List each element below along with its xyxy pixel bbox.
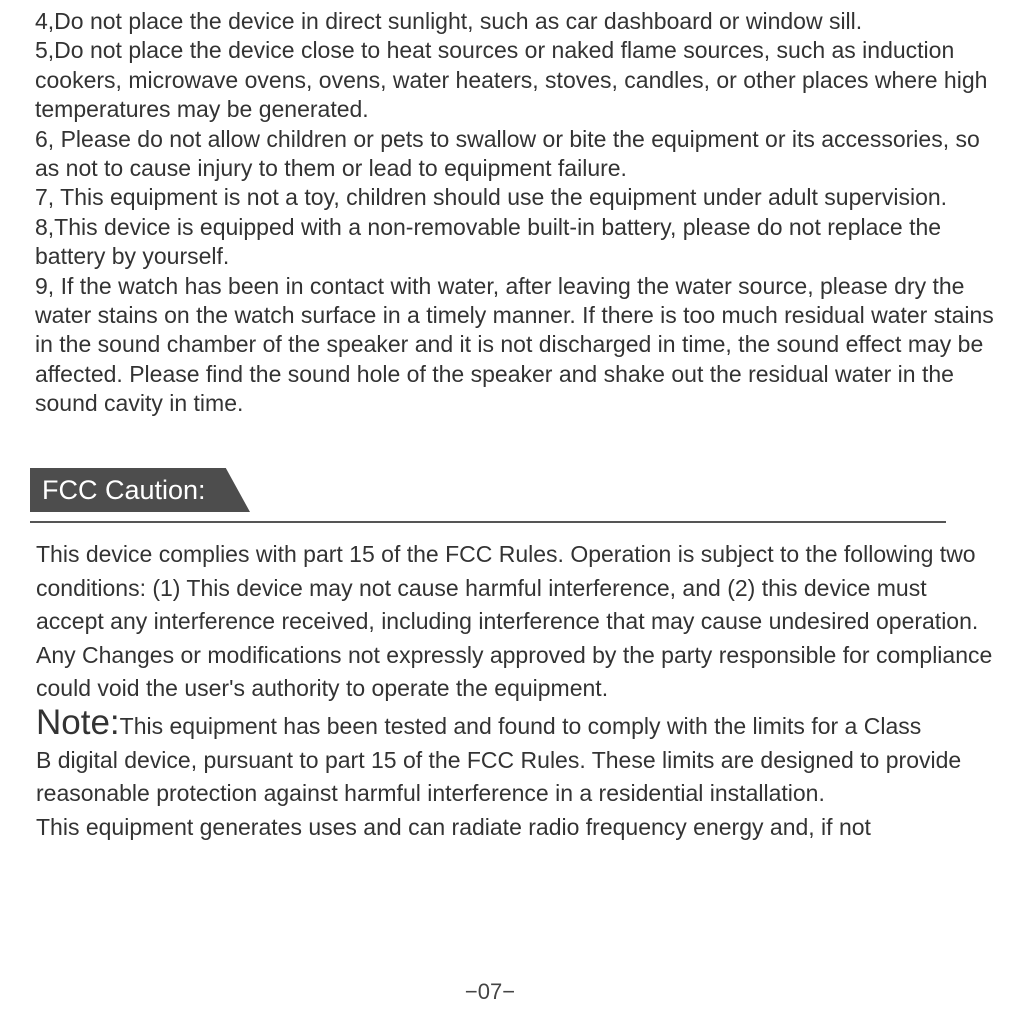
safety-item-7: 7, This equipment is not a toy, children should use the equipment under adult supervision. xyxy=(35,184,948,211)
section-divider xyxy=(30,521,946,523)
fcc-class-b-paragraph: B digital device, pursuant to part 15 of the FCC Rules. These limits are designed to provide reasonable protection against harmful interference in a residential installation. xyxy=(36,746,962,807)
fcc-statement xyxy=(36,538,996,844)
fcc-changes-paragraph: Any Changes or modifications not expressly approved by the party responsible for compliance could void the user's authority to operate the equipment. xyxy=(36,641,993,702)
safety-item-4: 4,Do not place the device in direct sunlight, such as car dashboard or window sill. xyxy=(35,8,863,34)
safety-item-6: 6, Please do not allow children or pets to swallow or bite the equipment or its accessories, so as not to cause injury to them or lead to equipment failure. xyxy=(35,125,980,182)
note-label: Note: xyxy=(36,702,120,742)
safety-item-9: 9, If the watch has been in contact with water, after leaving the water source, please dry the water stains on the watch surface in a timely manner. If there is too much residual water stains in the sound chamber of the speaker and it is not discharged in time, the sound effect may be affected. Please find the sound hole of the speaker and shake out the residual water in the sound cavity in time. xyxy=(35,272,994,417)
fcc-caution-heading xyxy=(30,468,250,512)
heading-label: FCC Caution: xyxy=(42,475,206,505)
page-number: −07− xyxy=(464,979,516,1004)
safety-item-5: 5,Do not place the device close to heat sources or naked flame sources, such as induction cookers, microwave ovens, ovens, water heaters, stoves, candles, or other places where high temperatures may be generated. xyxy=(35,37,988,123)
safety-instructions-list xyxy=(35,7,995,419)
safety-item-8: 8,This device is equipped with a non-removable built-in battery, please do not replace the battery by yourself. xyxy=(35,213,942,270)
note-text: This equipment has been tested and found to comply with the limits for a Class xyxy=(119,712,922,739)
fcc-compliance-paragraph: This device complies with part 15 of the FCC Rules. Operation is subject to the following two conditions: (1) This device may not cause harmful interference, and (2) this device must accept any interference received, including interference that may cause undesired operation. xyxy=(36,541,979,635)
fcc-radiation-paragraph: This equipment generates uses and can radiate radio frequency energy and, if not xyxy=(36,813,871,840)
fcc-note-paragraph xyxy=(36,702,996,744)
